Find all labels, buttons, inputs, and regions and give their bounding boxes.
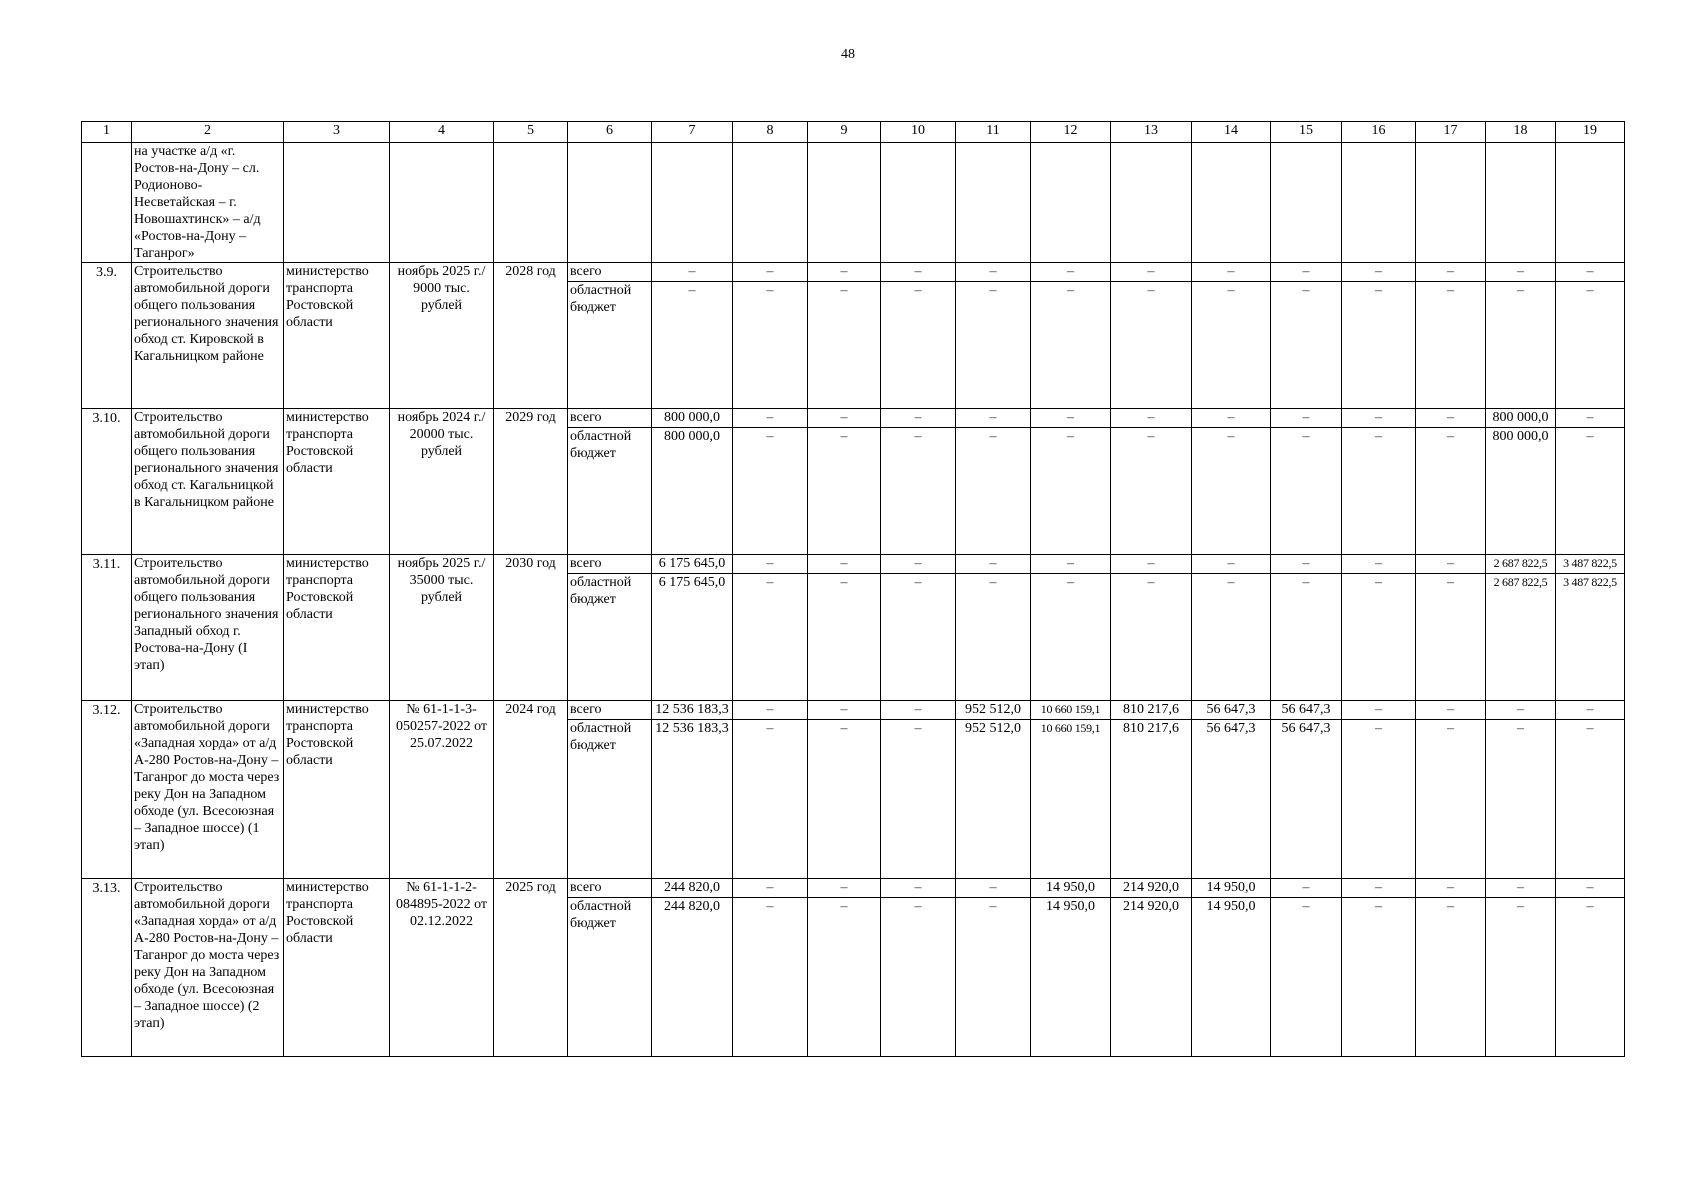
column-header: 7: [652, 122, 733, 143]
dash-cell: –: [1486, 282, 1556, 409]
empty-cell: [1556, 143, 1625, 263]
column-header: 1: [82, 122, 132, 143]
amount-cell: 214 920,0: [1111, 898, 1192, 1057]
dash-cell: –: [808, 263, 881, 282]
funding-source-regional: областной бюджет: [568, 574, 652, 701]
dash-cell: –: [1416, 574, 1486, 701]
amount-cell: 12 536 183,3: [652, 720, 733, 879]
budget-table: [81, 121, 1625, 1057]
empty-cell: [1486, 143, 1556, 263]
funding-source-regional: областной бюджет: [568, 428, 652, 555]
dash-cell: –: [1556, 282, 1625, 409]
dash-cell: –: [956, 282, 1031, 409]
column-header: 12: [1031, 122, 1111, 143]
dash-cell: –: [1416, 898, 1486, 1057]
dash-cell: –: [1031, 555, 1111, 574]
dash-cell: –: [733, 263, 808, 282]
responsible-org: министерство транспорта Ростовской области: [284, 263, 390, 409]
dash-cell: –: [1192, 282, 1271, 409]
amount-cell: 56 647,3: [1192, 701, 1271, 720]
dash-cell: –: [1416, 555, 1486, 574]
empty-cell: [390, 143, 494, 263]
dash-cell: –: [1031, 428, 1111, 555]
dash-cell: –: [1486, 720, 1556, 879]
amount-cell: 56 647,3: [1192, 720, 1271, 879]
dash-cell: –: [808, 428, 881, 555]
dash-cell: –: [1271, 555, 1342, 574]
amount-cell: 12 536 183,3: [652, 701, 733, 720]
dash-cell: –: [1031, 574, 1111, 701]
dash-cell: –: [881, 720, 956, 879]
dash-cell: –: [808, 879, 881, 898]
completion-year: 2025 год: [494, 879, 568, 1057]
dash-cell: –: [956, 263, 1031, 282]
dash-cell: –: [808, 409, 881, 428]
amount-cell: 6 175 645,0: [652, 555, 733, 574]
dash-cell: –: [733, 428, 808, 555]
empty-cell: [1031, 143, 1111, 263]
row-number: 3.13.: [82, 879, 132, 1057]
completion-year: 2028 год: [494, 263, 568, 409]
amount-cell: 2 687 822,5: [1486, 555, 1556, 574]
amount-cell: 244 820,0: [652, 879, 733, 898]
row-number: 3.10.: [82, 409, 132, 555]
measure-name: Строительство автомобильной дороги общего пользования регионального значения обход ст. Кагальницкой в Кагальницком районе: [132, 409, 284, 555]
amount-cell: 952 512,0: [956, 720, 1031, 879]
row-number: 3.9.: [82, 263, 132, 409]
dash-cell: –: [1556, 263, 1625, 282]
measure-name: на участке а/д «г. Ростов-на-Дону – сл. Родионово-Несветайская – г. Новошахтинск» – а/д «Ростов-на-Дону – Таганрог»: [132, 143, 284, 263]
dash-cell: –: [956, 409, 1031, 428]
dash-cell: –: [733, 720, 808, 879]
amount-cell: 800 000,0: [1486, 428, 1556, 555]
dash-cell: –: [956, 879, 1031, 898]
column-header: 4: [390, 122, 494, 143]
row-number: 3.11.: [82, 555, 132, 701]
dash-cell: –: [1342, 574, 1416, 701]
row-number: 3.12.: [82, 701, 132, 879]
responsible-org: министерство транспорта Ростовской области: [284, 879, 390, 1057]
dash-cell: –: [1342, 409, 1416, 428]
completion-year: 2024 год: [494, 701, 568, 879]
amount-cell: 10 660 159,1: [1031, 701, 1111, 720]
dash-cell: –: [1486, 701, 1556, 720]
column-header: 19: [1556, 122, 1625, 143]
dash-cell: –: [733, 898, 808, 1057]
dash-cell: –: [733, 879, 808, 898]
dash-cell: –: [881, 574, 956, 701]
measure-name: Строительство автомобильной дороги «Западная хорда» от а/д А-280 Ростов-на-Дону – Таганрог до моста через реку Дон на Западном обходе (ул. Всесоюзная – Западное шоссе) (2 этап): [132, 879, 284, 1057]
column-header: 18: [1486, 122, 1556, 143]
empty-cell: [82, 143, 132, 263]
dash-cell: –: [652, 282, 733, 409]
funding-source-total: всего: [568, 409, 652, 428]
dash-cell: –: [808, 898, 881, 1057]
empty-cell: [1111, 143, 1192, 263]
dash-cell: –: [808, 282, 881, 409]
dash-cell: –: [1192, 263, 1271, 282]
dash-cell: –: [733, 574, 808, 701]
amount-cell: 14 950,0: [1031, 879, 1111, 898]
empty-cell: [956, 143, 1031, 263]
dash-cell: –: [956, 555, 1031, 574]
dash-cell: –: [1556, 898, 1625, 1057]
dash-cell: –: [808, 701, 881, 720]
column-header: 17: [1416, 122, 1486, 143]
dash-cell: –: [881, 555, 956, 574]
amount-cell: 6 175 645,0: [652, 574, 733, 701]
dash-cell: –: [1556, 409, 1625, 428]
document-ref: № 61-1-1-2-084895-2022 от 02.12.2022: [390, 879, 494, 1057]
measure-name: Строительство автомобильной дороги общего пользования регионального значения обход ст. Кировской в Кагальницком районе: [132, 263, 284, 409]
measure-name: Строительство автомобильной дороги общего пользования регионального значения Западный обход г. Ростова-на-Дону (I этап): [132, 555, 284, 701]
dash-cell: –: [1416, 720, 1486, 879]
column-header: 15: [1271, 122, 1342, 143]
dash-cell: –: [881, 428, 956, 555]
dash-cell: –: [1271, 898, 1342, 1057]
empty-cell: [284, 143, 390, 263]
funding-source-regional: областной бюджет: [568, 282, 652, 409]
dash-cell: –: [1271, 409, 1342, 428]
dash-cell: –: [881, 263, 956, 282]
column-header: 10: [881, 122, 956, 143]
dash-cell: –: [1111, 574, 1192, 701]
amount-cell: 14 950,0: [1192, 898, 1271, 1057]
table-row: [82, 879, 1625, 898]
dash-cell: –: [1271, 574, 1342, 701]
dash-cell: –: [1192, 574, 1271, 701]
responsible-org: министерство транспорта Ростовской области: [284, 409, 390, 555]
amount-cell: 800 000,0: [652, 428, 733, 555]
funding-source-total: всего: [568, 879, 652, 898]
funding-source-regional: областной бюджет: [568, 720, 652, 879]
dash-cell: –: [881, 282, 956, 409]
dash-cell: –: [1486, 879, 1556, 898]
dash-cell: –: [1342, 879, 1416, 898]
dash-cell: –: [1192, 409, 1271, 428]
dash-cell: –: [1342, 428, 1416, 555]
dash-cell: –: [956, 898, 1031, 1057]
dash-cell: –: [881, 409, 956, 428]
funding-source-total: всего: [568, 555, 652, 574]
completion-year: 2029 год: [494, 409, 568, 555]
dash-cell: –: [1111, 555, 1192, 574]
column-header: 9: [808, 122, 881, 143]
dash-cell: –: [733, 701, 808, 720]
dash-cell: –: [733, 555, 808, 574]
dash-cell: –: [733, 282, 808, 409]
dash-cell: –: [1556, 701, 1625, 720]
empty-cell: [1271, 143, 1342, 263]
column-header: 13: [1111, 122, 1192, 143]
document-ref: № 61-1-1-3-050257-2022 от 25.07.2022: [390, 701, 494, 879]
responsible-org: министерство транспорта Ростовской области: [284, 701, 390, 879]
dash-cell: –: [1111, 409, 1192, 428]
dash-cell: –: [652, 263, 733, 282]
funding-source-regional: областной бюджет: [568, 898, 652, 1057]
dash-cell: –: [733, 409, 808, 428]
empty-cell: [881, 143, 956, 263]
dash-cell: –: [1111, 263, 1192, 282]
dash-cell: –: [881, 898, 956, 1057]
page-number: 48: [841, 47, 855, 62]
dash-cell: –: [808, 720, 881, 879]
column-header: 6: [568, 122, 652, 143]
dash-cell: –: [956, 574, 1031, 701]
amount-cell: 810 217,6: [1111, 701, 1192, 720]
column-header: 14: [1192, 122, 1271, 143]
amount-cell: 2 687 822,5: [1486, 574, 1556, 701]
dash-cell: –: [1556, 428, 1625, 555]
column-header: 5: [494, 122, 568, 143]
amount-cell: 800 000,0: [1486, 409, 1556, 428]
dash-cell: –: [1031, 282, 1111, 409]
amount-cell: 244 820,0: [652, 898, 733, 1057]
amount-cell: 56 647,3: [1271, 720, 1342, 879]
dash-cell: –: [1342, 263, 1416, 282]
dash-cell: –: [956, 428, 1031, 555]
empty-cell: [1192, 143, 1271, 263]
amount-cell: 14 950,0: [1192, 879, 1271, 898]
amount-cell: 3 487 822,5: [1556, 555, 1625, 574]
funding-source-total: всего: [568, 701, 652, 720]
empty-cell: [1342, 143, 1416, 263]
dash-cell: –: [1416, 701, 1486, 720]
empty-cell: [808, 143, 881, 263]
document-ref: ноябрь 2024 г./ 20000 тыс. рублей: [390, 409, 494, 555]
amount-cell: 800 000,0: [652, 409, 733, 428]
dash-cell: –: [1342, 701, 1416, 720]
column-header: 16: [1342, 122, 1416, 143]
header-row: [82, 122, 1625, 143]
completion-year: 2030 год: [494, 555, 568, 701]
document-ref: ноябрь 2025 г./ 9000 тыс. рублей: [390, 263, 494, 409]
table-row: [82, 409, 1625, 428]
dash-cell: –: [1342, 555, 1416, 574]
measure-name: Строительство автомобильной дороги «Западная хорда» от а/д А-280 Ростов-на-Дону – Таганрог до моста через реку Дон на Западном обходе (ул. Всесоюзная – Западное шоссе) (1 этап): [132, 701, 284, 879]
dash-cell: –: [1486, 263, 1556, 282]
dash-cell: –: [1342, 282, 1416, 409]
dash-cell: –: [1031, 409, 1111, 428]
dash-cell: –: [1111, 282, 1192, 409]
column-header: 11: [956, 122, 1031, 143]
empty-cell: [652, 143, 733, 263]
dash-cell: –: [881, 701, 956, 720]
table-row: [82, 555, 1625, 574]
dash-cell: –: [881, 879, 956, 898]
dash-cell: –: [808, 574, 881, 701]
dash-cell: –: [1111, 428, 1192, 555]
empty-cell: [568, 143, 652, 263]
dash-cell: –: [1416, 428, 1486, 555]
dash-cell: –: [1271, 282, 1342, 409]
dash-cell: –: [1271, 879, 1342, 898]
dash-cell: –: [1192, 555, 1271, 574]
table-row: [82, 263, 1625, 282]
amount-cell: 810 217,6: [1111, 720, 1192, 879]
dash-cell: –: [1416, 409, 1486, 428]
dash-cell: –: [1416, 879, 1486, 898]
dash-cell: –: [1556, 879, 1625, 898]
column-header: 2: [132, 122, 284, 143]
amount-cell: 10 660 159,1: [1031, 720, 1111, 879]
funding-source-total: всего: [568, 263, 652, 282]
amount-cell: 214 920,0: [1111, 879, 1192, 898]
amount-cell: 3 487 822,5: [1556, 574, 1625, 701]
dash-cell: –: [1271, 263, 1342, 282]
amount-cell: 14 950,0: [1031, 898, 1111, 1057]
column-header: 3: [284, 122, 390, 143]
column-header: 8: [733, 122, 808, 143]
dash-cell: –: [1271, 428, 1342, 555]
dash-cell: –: [808, 555, 881, 574]
dash-cell: –: [1342, 898, 1416, 1057]
amount-cell: 952 512,0: [956, 701, 1031, 720]
dash-cell: –: [1556, 720, 1625, 879]
empty-cell: [733, 143, 808, 263]
table-row: [82, 701, 1625, 720]
dash-cell: –: [1031, 263, 1111, 282]
dash-cell: –: [1416, 263, 1486, 282]
dash-cell: –: [1192, 428, 1271, 555]
responsible-org: министерство транспорта Ростовской области: [284, 555, 390, 701]
dash-cell: –: [1416, 282, 1486, 409]
dash-cell: –: [1486, 898, 1556, 1057]
empty-cell: [494, 143, 568, 263]
table-row: [82, 143, 1625, 263]
empty-cell: [1416, 143, 1486, 263]
amount-cell: 56 647,3: [1271, 701, 1342, 720]
document-ref: ноябрь 2025 г./ 35000 тыс. рублей: [390, 555, 494, 701]
dash-cell: –: [1342, 720, 1416, 879]
